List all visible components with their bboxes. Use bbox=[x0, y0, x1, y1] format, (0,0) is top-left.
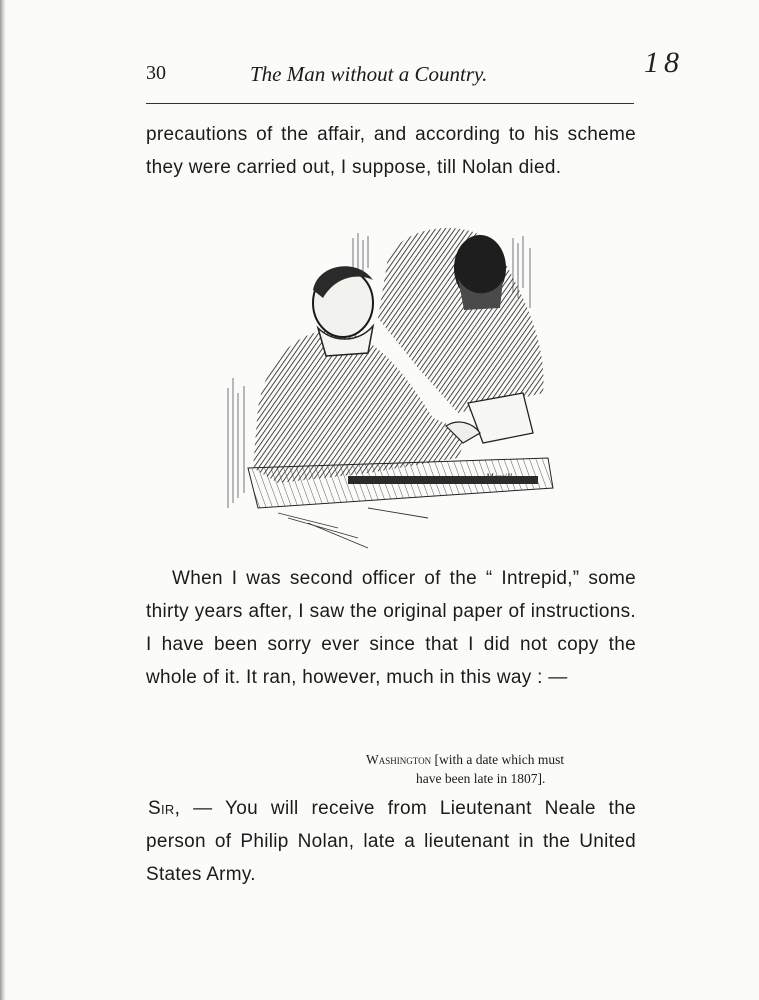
paragraph-1: precautions of the affair, and according to his scheme they were carried out, I suppose, till Nolan died. bbox=[146, 124, 636, 178]
illustration-signature: Merrill bbox=[486, 472, 512, 482]
dateline-place: Washington bbox=[366, 752, 432, 767]
letter-dateline bbox=[366, 750, 638, 788]
dateline-line-2: have been late in 1807]. bbox=[416, 771, 546, 786]
dateline-line-1: [with a date which must bbox=[431, 752, 565, 767]
handwritten-page-mark: 18 bbox=[644, 46, 684, 79]
paragraph-2: When I was second officer of the “ Intrepid,” some thirty years after, I saw the original paper of instructions. I have been sorry ever since that I did not copy the whole of it. It ran, however, much in this way : — bbox=[146, 568, 636, 688]
paragraph-3-text: — You will receive from Lieutenant Neale the person of Philip Nolan, late a lieutenant in the United States Army. bbox=[146, 798, 636, 885]
salutation: Sir, bbox=[148, 798, 181, 819]
paragraph-3 bbox=[146, 792, 636, 891]
engraving-illustration bbox=[218, 218, 554, 558]
running-header bbox=[146, 60, 634, 90]
header-rule bbox=[146, 103, 634, 104]
page-edge bbox=[0, 0, 6, 1000]
page-number: 30 bbox=[146, 62, 166, 84]
running-title: The Man without a Country. bbox=[250, 62, 488, 86]
